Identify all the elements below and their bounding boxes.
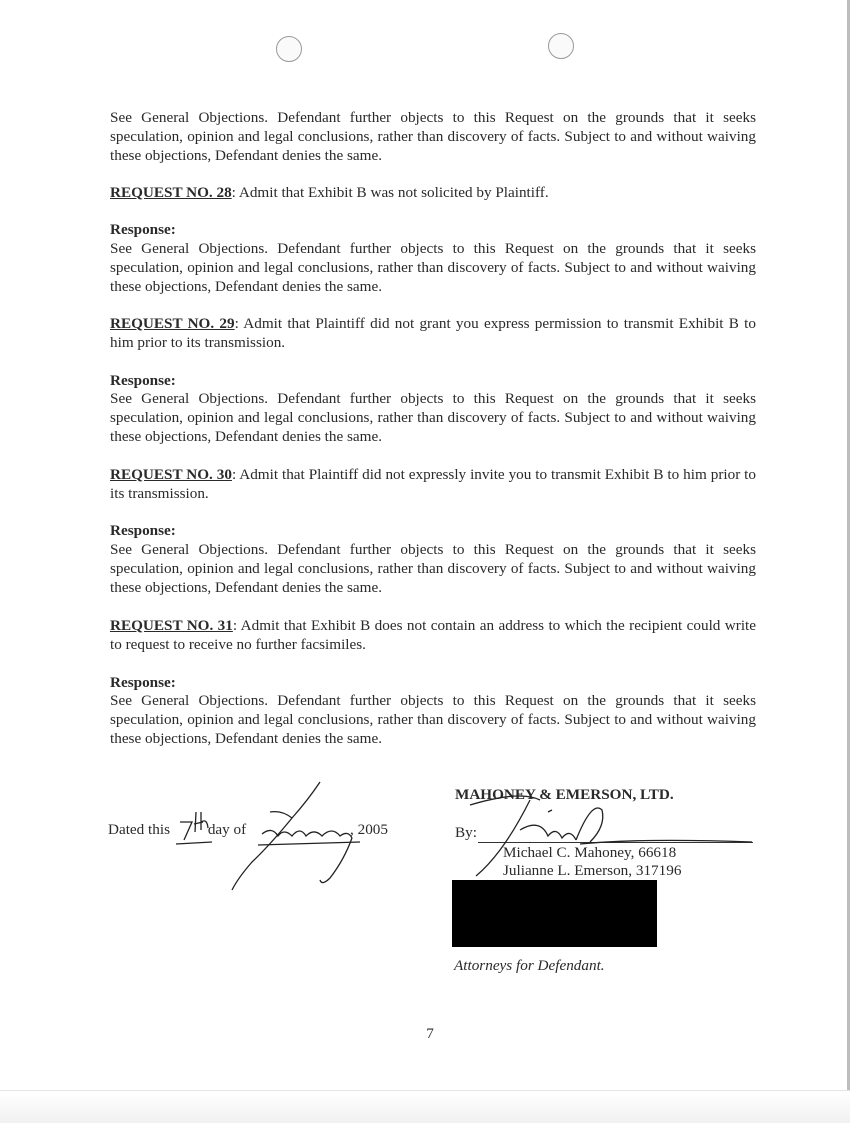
response-29-text: See General Objections. Defendant further objects to this Request on the grounds that it seeks speculation, opinion and legal conclusions, rather than discovery of facts. Subject to and without waiving these objections, Defendant denies the same.: [110, 390, 756, 445]
request-28: [110, 183, 756, 202]
dated-prefix: Dated this: [108, 821, 171, 838]
response-29-label: Response:: [110, 372, 176, 389]
request-31-text: : Admit that Exhibit B does not contain an address to which the recipient could write to request to receive no further facsimiles.: [110, 617, 756, 653]
by-label: By:: [455, 824, 477, 841]
scan-edge-bottom: [0, 1090, 850, 1123]
page-number: 7: [426, 1025, 434, 1042]
attorney-name-2: Julianne L. Emerson, 317196: [503, 862, 682, 879]
dated-line: [108, 821, 388, 839]
request-30-label: REQUEST NO. 30: [110, 466, 232, 483]
punch-hole-left: [276, 36, 302, 62]
request-29: [110, 314, 756, 352]
request-31-label: REQUEST NO. 31: [110, 617, 233, 634]
response-28-label: Response:: [110, 221, 176, 238]
request-30: [110, 465, 756, 503]
response-31-text: See General Objections. Defendant further objects to this Request on the grounds that it seeks speculation, opinion and legal conclusions, rather than discovery of facts. Subject to and without waiving these objections, Defendant denies the same.: [110, 692, 756, 747]
redaction-block: [452, 880, 657, 947]
request-30-text: : Admit that Plaintiff did not expressly invite you to transmit Exhibit B to him prior to its transmission.: [110, 466, 756, 502]
request-29-text: : Admit that Plaintiff did not grant you express permission to transmit Exhibit B to him prior to its transmission.: [110, 315, 756, 351]
response-28-text: See General Objections. Defendant further objects to this Request on the grounds that it seeks speculation, opinion and legal conclusions, rather than discovery of facts. Subject to and without waiving these objections, Defendant denies the same.: [110, 240, 756, 295]
request-29-label: REQUEST NO. 29: [110, 315, 235, 332]
request-31: [110, 616, 756, 654]
response-30-text: See General Objections. Defendant further objects to this Request on the grounds that it seeks speculation, opinion and legal conclusions, rather than discovery of facts. Subject to and without waiving these objections, Defendant denies the same.: [110, 541, 756, 596]
request-28-text: : Admit that Exhibit B was not solicited by Plaintiff.: [231, 184, 549, 201]
attorney-name-1: Michael C. Mahoney, 66618: [503, 844, 677, 861]
firm-name: MAHONEY & EMERSON, LTD.: [455, 786, 674, 803]
response-31-label: Response:: [110, 674, 176, 691]
response-30-label: Response:: [110, 522, 176, 539]
request-28-label: REQUEST NO. 28: [110, 184, 232, 201]
day-word: day of: [207, 821, 247, 838]
attorneys-for-defendant: Attorneys for Defendant.: [454, 957, 605, 974]
punch-hole-right: [548, 33, 574, 59]
signature-line: [478, 842, 753, 843]
response-text-27: See General Objections. Defendant further objects to this Request on the grounds that it seeks speculation, opinion and legal conclusions, rather than discovery of facts. Subject to and without waiving these objections, Defendant denies the same.: [110, 109, 756, 164]
dated-year: , 2005: [350, 821, 388, 838]
